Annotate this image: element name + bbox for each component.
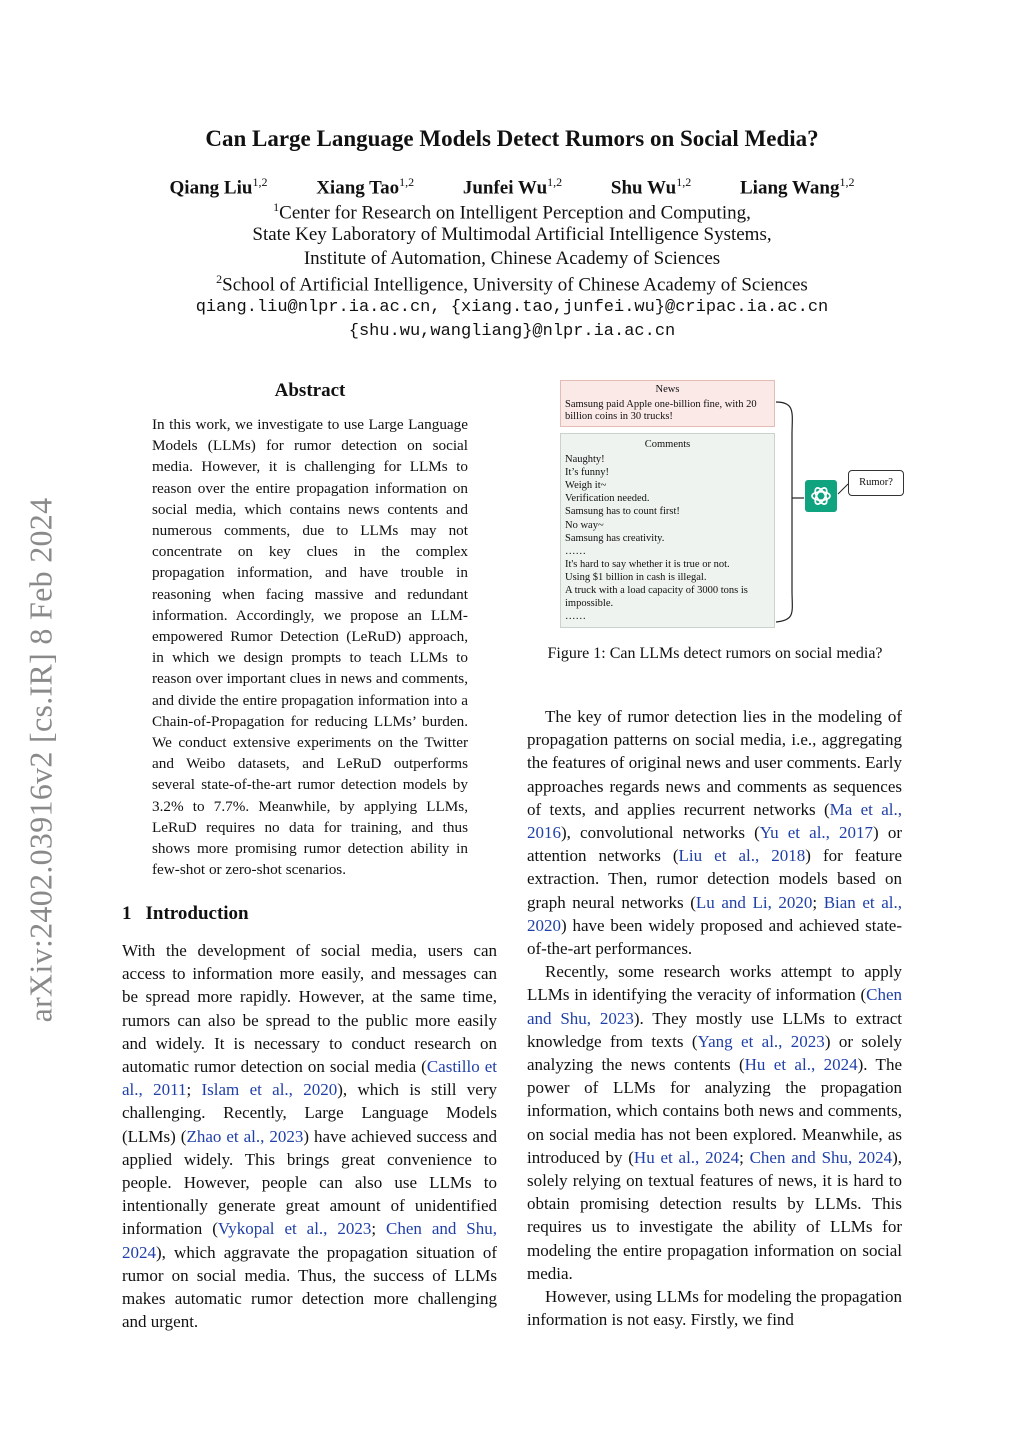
comment-item: Weigh it~ [565, 480, 607, 492]
comment-item: impossible. [565, 598, 614, 610]
comments-box [560, 433, 775, 628]
author-list [0, 175, 1024, 199]
intro-left-column [122, 939, 497, 1333]
news-title: News [655, 384, 680, 395]
citation-link[interactable]: Yang et al., 2023 [697, 1031, 825, 1051]
comment-item: Using $1 billion in cash is illegal. [565, 571, 707, 583]
author-email: qiang.liu@nlpr.ia.ac.cn, {xiang.tao,junfei.wu}@cripac.ia.ac.cn [195, 298, 829, 317]
author: Qiang Liu$^{1,2}$ [169, 175, 268, 199]
citation-link[interactable]: Zhao et al., 2023 [186, 1126, 304, 1146]
comment-item: …… [565, 545, 586, 557]
author: Shu Wu$^{1,2}$ [610, 175, 692, 199]
affiliation-line: $^2$School of Artificial Intelligence, University of Chinese Academy of Sciences [216, 272, 808, 296]
figure-1 [560, 380, 905, 632]
citation-link[interactable]: Chen and Shu, 2024 [122, 1219, 497, 1262]
citation-link[interactable]: Chen and Shu, 2023 [527, 985, 902, 1028]
author-email: {shu.wu,wangliang}@nlpr.ia.ac.cn [348, 322, 676, 341]
comment-item: Samsung has creativity. [565, 532, 665, 544]
author: Liang Wang$^{1,2}$ [740, 175, 855, 199]
comment-item: It’s funny! [565, 467, 610, 479]
arxiv-id: arXiv:2402.03916v2 [cs.IR] 8 Feb 2024 [22, 497, 59, 1023]
citation-link[interactable]: Chen and Shu, 2024 [749, 1147, 893, 1167]
citation-link[interactable]: Bian et al., 2020 [527, 892, 902, 935]
citation-link[interactable]: Yu et al., 2017 [759, 823, 874, 843]
paragraph: However, using LLMs for modeling the propagation information is not easy. Firstly, we find [527, 1287, 902, 1330]
affiliation-line: Institute of Automation, Chinese Academy of Sciences [303, 248, 721, 269]
author: Junfei Wu$^{1,2}$ [462, 175, 563, 199]
affiliation-line: $^1$Center for Research on Intelligent Perception and Computing, [273, 200, 751, 224]
author: Xiang Tao$^{1,2}$ [316, 175, 415, 199]
section-heading: 1 Introduction [122, 903, 249, 924]
comments-title: Comments [644, 439, 691, 450]
citation-link[interactable]: Hu et al., 2024 [744, 1055, 858, 1075]
paragraph: Recently, some research works attempt to apply LLMs in identifying the veracity of information (Chen and Shu, 2023). They mostly use LLMs to extract knowledge from texts (Yang et al., 2023) or solely analyzing the news contents (Hu et al., 2024). The power of LLMs for analyzing the propagation information, which contains both news and comments, on social media has not been explored. Meanwhile, as introduced by (Hu et al., 2024; Chen and Shu, 2024), solely relying on textual features of news, it is hard to obtain promising detection results by LLMs. This requires us to investigate the ability of LLMs for modeling the entire propagation information on social media. [527, 962, 902, 1283]
citation-link[interactable]: Hu et al., 2024 [633, 1147, 740, 1167]
citation-link[interactable]: Islam et al., 2020 [201, 1080, 338, 1100]
comment-item: A truck with a load capacity of 3000 tons is [565, 585, 748, 597]
news-box [560, 380, 775, 427]
paragraph: The key of rumor detection lies in the modeling of propagation patterns on social media, i.e., aggregating the features of original news and user comments. Early approaches regards news and comments as sequences of texts, and applies recurrent networks (Ma et al., 2016), convolutional networks (Yu et al., 2017) or attention networks (Liu et al., 2018) for feature extraction. Then, rumor detection models based on graph neural networks (Lu and Li, 2020; Bian et al., 2020) have been widely proposed and achieved state-of-the-art performances. [527, 707, 902, 959]
comment-item: …… [565, 611, 586, 623]
comment-item: It's hard to say whether it is true or not. [565, 558, 730, 570]
citation-link[interactable]: Castillo et al., 2011 [122, 1057, 497, 1100]
citation-link[interactable]: Vykopal et al., 2023 [217, 1219, 372, 1239]
comment-item: Naughty! [565, 454, 605, 466]
comment-item: No way~ [565, 519, 604, 531]
openai-logo-icon [805, 480, 837, 512]
figure-caption: Figure 1: Can LLMs detect rumors on social media? [547, 645, 883, 662]
rumor-output-box: Rumor? [848, 470, 904, 496]
citation-link[interactable]: Liu et al., 2018 [678, 846, 806, 866]
comment-item: Samsung has to count first! [565, 506, 680, 518]
affiliation-line: State Key Laboratory of Multimodal Artificial Intelligence Systems, [252, 224, 772, 245]
paragraph: With the development of social media, users can access to information more easily, and messages can be spread more rapidly. However, at the same time, rumors can also be spread to the public more easily and widely. It is necessary to conduct research on automatic rumor detection on social media (Castillo et al., 2011; Islam et al., 2020), which is still very challenging. Recently, Large Language Models (LLMs) (Zhao et al., 2023) have achieved success and applied widely. This brings great convenience to people. However, people can also use LLMs to intentionally generate great amount of unidentified information (Vykopal et al., 2023; Chen and Shu, 2024), which aggravate the propagation situation of rumor on social media. Thus, the success of LLMs makes automatic rumor detection more challenging and urgent. [122, 941, 498, 1332]
arxiv-watermark [18, 470, 64, 1050]
citation-link[interactable]: Ma et al., 2016 [527, 799, 902, 843]
paper-title: Can Large Language Models Detect Rumors on Social Media? [205, 126, 819, 151]
intro-right-column [527, 705, 902, 1331]
abstract-heading: Abstract [274, 380, 346, 401]
abstract-text: In this work, we investigate to use Large Language Models (LLMs) for rumor detection on social media. However, it is challenging for LLMs to reason over the entire propagation information on social media, which contains news contents and numerous comments, due to LLMs may not concentrate on key clues in the complex propagation information, and have trouble in reasoning when facing massive and redundant information. Accordingly, we propose an LLM-empowered Rumor Detection (LeRuD) approach, in which we design prompts to teach LLMs to reason over important clues in news and comments, and divide the entire propagation information into a Chain-of-Propagation for reducing LLMs’ burden. We conduct extensive experiments on the Twitter and Weibo datasets, and LeRuD outperforms several state-of-the-art rumor detection models by 3.2% to 7.7%. Meanwhile, by applying LLMs, LeRuD requires no data for training, and thus shows more promising rumor detection ability in few-shot or zero-shot scenarios. [152, 416, 468, 879]
citation-link[interactable]: Lu and Li, 2020 [695, 892, 813, 912]
news-text: Samsung paid Apple one-billion fine, with 20 billion coins in 30 trucks! [565, 398, 757, 422]
comment-item: Verification needed. [565, 493, 650, 505]
